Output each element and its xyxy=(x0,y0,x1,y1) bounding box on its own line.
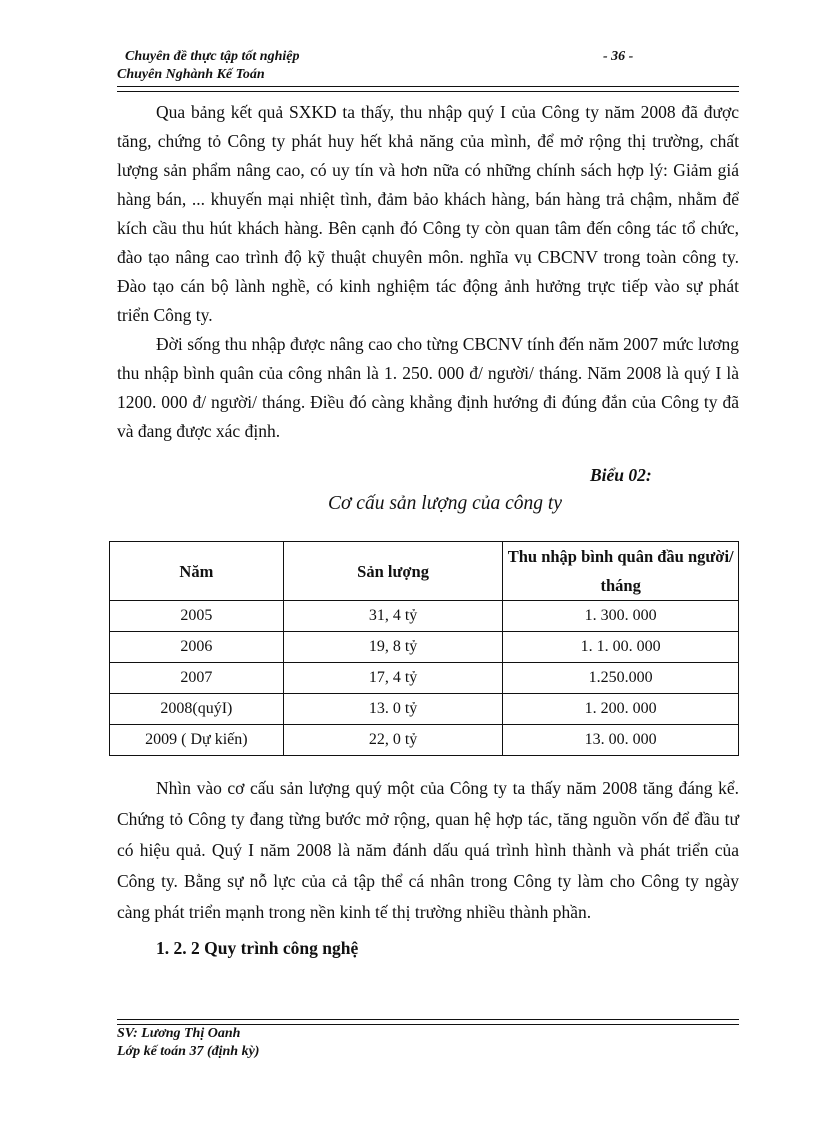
cell-income: 1. 300. 000 xyxy=(503,601,739,632)
cell-income: 13. 00. 000 xyxy=(503,725,739,756)
header-year: Năm xyxy=(110,542,284,601)
page-number: - 36 - xyxy=(603,49,634,64)
document-title: Chuyên đề thực tập tốt nghiệp xyxy=(125,49,300,64)
table-row xyxy=(110,601,739,632)
cell-year: 2006 xyxy=(110,632,284,663)
header-output: Sản lượng xyxy=(283,542,503,601)
cell-output: 13. 0 tỷ xyxy=(283,694,503,725)
table-row xyxy=(110,694,739,725)
paragraph: Nhìn vào cơ cấu sản lượng quý một của Công ty ta thấy năm 2008 tăng đáng kể. Chứng tỏ Công ty đang từng bước mở rộng, quan hệ hợp tác, tăng nguồn vốn để đầu tư có hiệu quả. Quý I năm 2008 là năm đánh dấu quá trình hình thành và phát triển của Công ty. Bằng sự nỗ lực của cả tập thể cá nhân trong Công ty làm cho Công ty ngày càng phát triển mạnh trong nền kinh tế thị trường nhiều thành phần. xyxy=(117,778,739,922)
cell-income: 1.250.000 xyxy=(503,663,739,694)
cell-output: 22, 0 tỷ xyxy=(283,725,503,756)
intro-text xyxy=(117,98,739,446)
cell-year: 2009 ( Dự kiến) xyxy=(110,725,284,756)
cell-output: 31, 4 tỷ xyxy=(283,601,503,632)
cell-income: 1. 1. 00. 000 xyxy=(503,632,739,663)
table-title: Cơ cấu sản lượng của công ty xyxy=(328,493,562,514)
cell-year: 2005 xyxy=(110,601,284,632)
table-label: Biểu 02: xyxy=(590,465,652,485)
paragraph: Qua bảng kết quả SXKD ta thấy, thu nhập quý I của Công ty năm 2008 đã được tăng, chứng tỏ Công ty phát huy hết khả năng của mình, để mở rộng thị trường, chất lượng sản phẩm nâng cao, có uy tín và hơn nữa có những chính sách hợp lý: Giảm giá hàng bán, ... khuyến mại nhiệt tình, đảm bảo khách hàng, bán hàng trả chậm, nhằm để kích cầu thu hút khách hàng. Bên cạnh đó Công ty còn quan tâm đến công tác tổ chức, đào tạo nâng cao trình độ kỹ thuật chuyên môn. nghĩa vụ CBCNV trong toàn công ty. Đào tạo cán bộ lành nghề, có kinh nghiệm tác động ảnh hưởng trực tiếp vào sự phát triển Công ty. xyxy=(117,102,739,325)
production-table xyxy=(109,541,739,756)
table-header-row xyxy=(110,542,739,601)
page-footer xyxy=(117,1025,259,1061)
cell-output: 19, 8 tỷ xyxy=(283,632,503,663)
student-name: SV: Lương Thị Oanh xyxy=(117,1026,241,1041)
department-name: Chuyên Nghành Kế Toán xyxy=(117,67,265,82)
analysis-text xyxy=(117,773,739,928)
cell-income: 1. 200. 000 xyxy=(503,694,739,725)
section-heading: 1. 2. 2 Quy trình công nghệ xyxy=(156,938,359,958)
page-header xyxy=(117,49,739,83)
header-divider xyxy=(117,86,739,92)
header-income: Thu nhập bình quân đầu người/ tháng xyxy=(503,542,739,601)
paragraph: Đời sống thu nhập được nâng cao cho từng CBCNV tính đến năm 2007 mức lương thu nhập bình quân của công nhân là 1. 250. 000 đ/ người/ tháng. Năm 2008 là quý I là 1200. 000 đ/ người/ tháng. Điều đó càng khẳng định hướng đi đúng đắn của Công ty đã và đang được xác định. xyxy=(117,334,739,441)
table-row xyxy=(110,725,739,756)
cell-output: 17, 4 tỷ xyxy=(283,663,503,694)
cell-year: 2008(quýI) xyxy=(110,694,284,725)
table-row xyxy=(110,663,739,694)
class-name: Lớp kế toán 37 (định kỳ) xyxy=(117,1044,260,1059)
cell-year: 2007 xyxy=(110,663,284,694)
table-row xyxy=(110,632,739,663)
